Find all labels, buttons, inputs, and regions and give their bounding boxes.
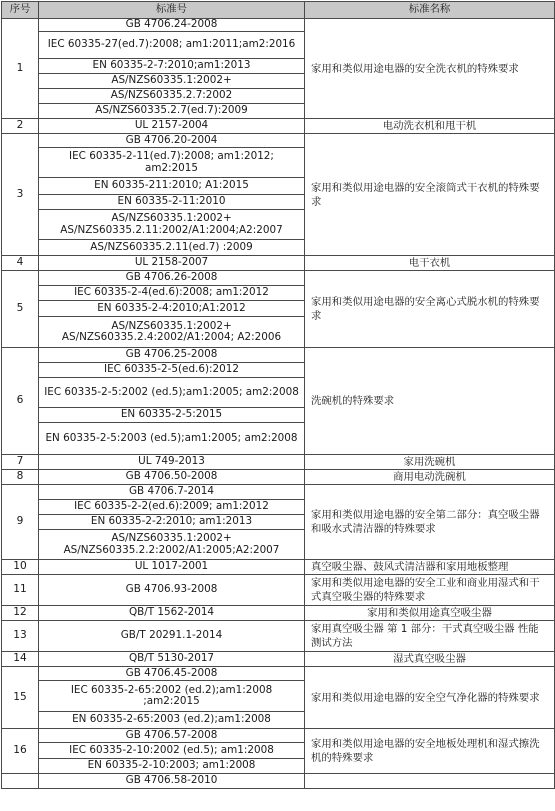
standard-number-cell: GB 4706.50-2008	[39, 470, 305, 485]
standard-number-cell: AS/NZS60335.2.7:2002	[39, 89, 305, 104]
standard-number-cell: QB/T 5130-2017	[39, 652, 305, 667]
standard-number-cell: AS/NZS60335.1:2002+ AS/NZS60335.2.4:2002/A1:2004; A2:2006	[39, 317, 305, 348]
seq-cell: 11	[2, 575, 39, 606]
standard-name-cell	[305, 774, 555, 789]
table-header	[2, 2, 555, 19]
table-row	[2, 606, 555, 621]
standard-name-cell: 家用和类似用途电器的安全第二部分：真空吸尘器和吸水式清洁器的特殊要求	[305, 485, 555, 560]
standard-name-cell: 家用和类似用途电器的安全空气净化器的特殊要求	[305, 667, 555, 729]
standard-name-cell: 家用和类似用途电器的安全工业和商业用湿式和干式真空吸尘器的特殊要求	[305, 575, 555, 606]
table-row	[2, 621, 555, 652]
standard-number-cell: EN 60335-2-65:2003 (ed.2);am1:2008	[39, 712, 305, 729]
seq-cell: 2	[2, 119, 39, 134]
standard-number-cell: GB 4706.24-2008	[39, 19, 305, 32]
standard-name-cell: 电干衣机	[305, 256, 555, 271]
table-row	[2, 667, 555, 681]
standard-number-cell: IEC 60335-27(ed.7):2008; am1:2011;am2:2016	[39, 32, 305, 59]
standard-name-cell: 家用和类似用途电器的安全洗衣机的特殊要求	[305, 19, 555, 119]
standard-number-cell: GB 4706.58-2010	[39, 774, 305, 789]
table-row	[2, 774, 555, 789]
standard-number-cell: QB/T 1562-2014	[39, 606, 305, 621]
standard-name-cell: 真空吸尘器、鼓风式清洁器和家用地板整理	[305, 560, 555, 575]
table-row	[2, 348, 555, 363]
standard-number-cell: AS/NZS60335.2.7(ed.7):2009	[39, 104, 305, 119]
seq-cell: 6	[2, 348, 39, 455]
table-row	[2, 652, 555, 667]
standard-number-cell: IEC 60335-2-11(ed.7):2008; am1:2012; am2:2015	[39, 148, 305, 178]
seq-cell: 10	[2, 560, 39, 575]
table-row	[2, 256, 555, 271]
standard-name-cell: 家用和类似用途电器的安全离心式脱水机的特殊要求	[305, 271, 555, 348]
standard-number-cell: GB 4706.25-2008	[39, 348, 305, 363]
standard-number-cell: IEC 60335-2-65:2002 (ed.2);am1:2008 ;am2:2015	[39, 681, 305, 712]
standard-number-cell: EN 60335-2-4:2010;A1:2012	[39, 301, 305, 317]
standard-number-cell: GB 4706.57-2008	[39, 729, 305, 743]
table-body	[2, 19, 555, 789]
seq-cell: 7	[2, 455, 39, 470]
standard-number-cell: GB/T 20291.1-2014	[39, 621, 305, 652]
standard-name-cell: 家用洗碗机	[305, 455, 555, 470]
standard-number-cell: EN 60335-211:2010; A1:2015	[39, 178, 305, 195]
table-row	[2, 560, 555, 575]
seq-cell: 14	[2, 652, 39, 667]
standard-name-cell: 家用真空吸尘器 第 1 部分：干式真空吸尘器 性能测试方法	[305, 621, 555, 652]
standard-number-cell: EN 60335-2-7:2010;am1:2013	[39, 59, 305, 74]
standard-number-cell: AS/NZS60335.1:2002+ AS/NZS60335.2.11:2002/A1:2004;A2:2007	[39, 210, 305, 240]
standard-number-cell: IEC 60335-2-10:2002 (ed.5); am1:2008	[39, 743, 305, 759]
seq-cell: 16	[2, 729, 39, 774]
seq-cell: 12	[2, 606, 39, 621]
table-row	[2, 575, 555, 606]
standard-name-cell: 家用和类似用途电器的安全地板处理机和湿式擦洗机的特殊要求	[305, 729, 555, 774]
table-row	[2, 470, 555, 485]
standard-name-cell: 电动洗衣机和甩干机	[305, 119, 555, 134]
standard-number-cell: UL 2158-2007	[39, 256, 305, 271]
standard-number-cell: AS/NZS60335.2.11(ed.7) :2009	[39, 240, 305, 256]
seq-cell: 8	[2, 470, 39, 485]
standard-number-cell: GB 4706.20-2004	[39, 134, 305, 148]
standard-number-cell: IEC 60335-2-4(ed.6):2008; am1:2012	[39, 286, 305, 301]
standard-number-cell: EN 60335-2-10:2003; am1:2008	[39, 759, 305, 774]
table-row	[2, 455, 555, 470]
standard-number-cell: UL 749-2013	[39, 455, 305, 470]
header-standard-number: 标准号	[39, 2, 305, 19]
standard-number-cell: GB 4706.45-2008	[39, 667, 305, 681]
standard-name-cell: 洗碗机的特殊要求	[305, 348, 555, 455]
seq-cell: 13	[2, 621, 39, 652]
seq-cell: 9	[2, 485, 39, 560]
header-seq: 序号	[2, 2, 39, 19]
standard-number-cell: UL 2157-2004	[39, 119, 305, 134]
table-row	[2, 729, 555, 743]
standards-table	[1, 1, 555, 789]
standard-number-cell: UL 1017-2001	[39, 560, 305, 575]
seq-cell: 4	[2, 256, 39, 271]
standard-number-cell: AS/NZS60335.1:2002+ AS/NZS60335.2.2:2002/A1:2005;A2:2007	[39, 530, 305, 560]
table-row	[2, 271, 555, 286]
standard-name-cell: 商用电动洗碗机	[305, 470, 555, 485]
seq-cell: 1	[2, 19, 39, 119]
standard-number-cell: EN 60335-2-5:2003 (ed.5);am1:2005; am2:2008	[39, 423, 305, 455]
seq-cell	[2, 774, 39, 789]
standard-name-cell: 家用和类似用途电器的安全滚筒式干衣机的特殊要求	[305, 134, 555, 256]
standard-number-cell: EN 60335-2-2:2010; am1:2013	[39, 515, 305, 530]
table-row	[2, 134, 555, 148]
standard-number-cell: IEC 60335-2-5:2002 (ed.5);am1:2005; am2:2008	[39, 378, 305, 408]
standard-number-cell: IEC 60335-2-5(ed.6):2012	[39, 363, 305, 378]
standard-number-cell: GB 4706.26-2008	[39, 271, 305, 286]
standard-number-cell: GB 4706.7-2014	[39, 485, 305, 500]
table-row	[2, 119, 555, 134]
standard-number-cell: AS/NZS60335.1:2002+	[39, 74, 305, 89]
seq-cell: 15	[2, 667, 39, 729]
seq-cell: 5	[2, 271, 39, 348]
table-row	[2, 19, 555, 32]
table-row	[2, 485, 555, 500]
standard-number-cell: EN 60335-2-11:2010	[39, 195, 305, 210]
standard-number-cell: GB 4706.93-2008	[39, 575, 305, 606]
header-row	[2, 2, 555, 19]
standard-number-cell: EN 60335-2-5:2015	[39, 408, 305, 423]
header-standard-name: 标准名称	[305, 2, 555, 19]
standard-name-cell: 家用和类似用途真空吸尘器	[305, 606, 555, 621]
standard-number-cell: IEC 60335-2-2(ed.6):2009; am1:2012	[39, 500, 305, 515]
standard-name-cell: 湿式真空吸尘器	[305, 652, 555, 667]
seq-cell: 3	[2, 134, 39, 256]
